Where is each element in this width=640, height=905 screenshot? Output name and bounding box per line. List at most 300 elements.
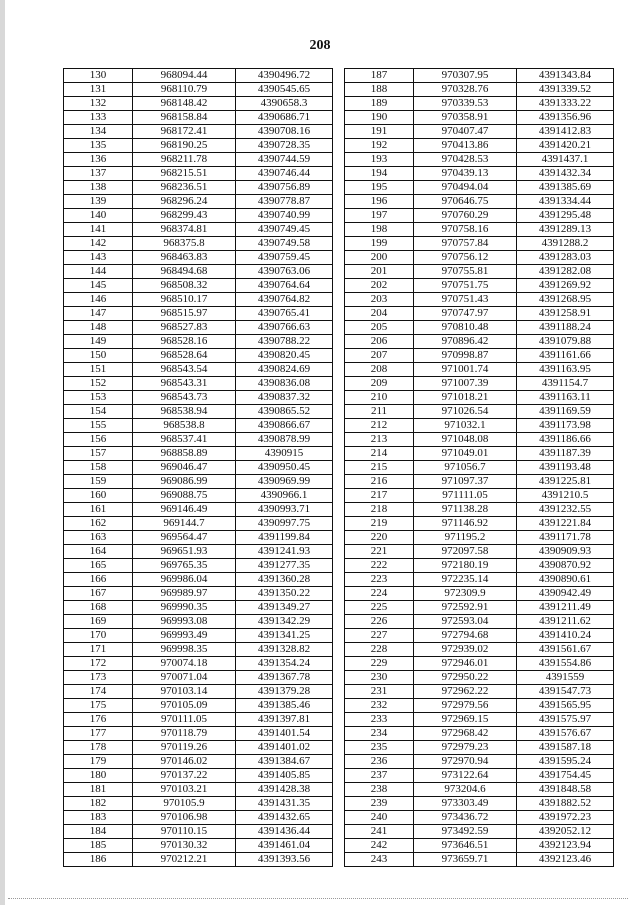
y-coordinate-cell: 4390950.45: [236, 461, 333, 475]
point-number-cell: 137: [64, 167, 133, 181]
point-number-cell: 225: [345, 601, 414, 615]
x-coordinate-cell: 968148.42: [133, 97, 236, 111]
x-coordinate-cell: 970755.81: [414, 265, 517, 279]
y-coordinate-cell: 4391187.39: [517, 447, 614, 461]
y-coordinate-cell: 4391401.54: [236, 727, 333, 741]
point-number-cell: 136: [64, 153, 133, 167]
y-coordinate-cell: 4390746.44: [236, 167, 333, 181]
y-coordinate-cell: 4391431.35: [236, 797, 333, 811]
y-coordinate-cell: 4390788.22: [236, 335, 333, 349]
x-coordinate-cell: 970118.79: [133, 727, 236, 741]
x-coordinate-cell: 971032.1: [414, 419, 517, 433]
y-coordinate-cell: 4391360.28: [236, 573, 333, 587]
x-coordinate-cell: 970103.21: [133, 783, 236, 797]
point-number-cell: 216: [345, 475, 414, 489]
x-coordinate-cell: 972592.91: [414, 601, 517, 615]
point-number-cell: 211: [345, 405, 414, 419]
x-coordinate-cell: 971138.28: [414, 503, 517, 517]
x-coordinate-cell: 971026.54: [414, 405, 517, 419]
table-row: [64, 265, 333, 279]
x-coordinate-cell: 971018.21: [414, 391, 517, 405]
y-coordinate-cell: 4391428.38: [236, 783, 333, 797]
x-coordinate-cell: 968215.51: [133, 167, 236, 181]
y-coordinate-cell: 4391295.48: [517, 209, 614, 223]
point-number-cell: 196: [345, 195, 414, 209]
y-coordinate-cell: 4391171.78: [517, 531, 614, 545]
page-number: 208: [309, 38, 331, 53]
x-coordinate-cell: 968515.97: [133, 307, 236, 321]
point-number-cell: 205: [345, 321, 414, 335]
table-row: [64, 503, 333, 517]
point-number-cell: 178: [64, 741, 133, 755]
x-coordinate-cell: 968236.51: [133, 181, 236, 195]
point-number-cell: 210: [345, 391, 414, 405]
table-row: [64, 195, 333, 209]
x-coordinate-cell: 971001.74: [414, 363, 517, 377]
y-coordinate-cell: 4390708.16: [236, 125, 333, 139]
point-number-cell: 187: [345, 69, 414, 83]
y-coordinate-cell: 4391199.84: [236, 531, 333, 545]
point-number-cell: 220: [345, 531, 414, 545]
table-row: [64, 433, 333, 447]
point-number-cell: 221: [345, 545, 414, 559]
point-number-cell: 241: [345, 825, 414, 839]
table-row: [345, 825, 614, 839]
x-coordinate-cell: 972180.19: [414, 559, 517, 573]
y-coordinate-cell: 4391972.23: [517, 811, 614, 825]
table-row: [64, 405, 333, 419]
x-coordinate-cell: 970119.26: [133, 741, 236, 755]
y-coordinate-cell: 4391232.55: [517, 503, 614, 517]
table-row: [345, 783, 614, 797]
table-row: [64, 475, 333, 489]
table-row: [64, 839, 333, 853]
point-number-cell: 161: [64, 503, 133, 517]
y-coordinate-cell: 4391193.48: [517, 461, 614, 475]
point-number-cell: 199: [345, 237, 414, 251]
table-row: [345, 853, 614, 867]
y-coordinate-cell: 4391268.95: [517, 293, 614, 307]
y-coordinate-cell: 4391420.21: [517, 139, 614, 153]
y-coordinate-cell: 4391575.97: [517, 713, 614, 727]
y-coordinate-cell: 4391587.18: [517, 741, 614, 755]
y-coordinate-cell: 4391188.24: [517, 321, 614, 335]
point-number-cell: 242: [345, 839, 414, 853]
x-coordinate-cell: 969046.47: [133, 461, 236, 475]
point-number-cell: 215: [345, 461, 414, 475]
point-number-cell: 142: [64, 237, 133, 251]
point-number-cell: 138: [64, 181, 133, 195]
point-number-cell: 149: [64, 335, 133, 349]
y-coordinate-cell: 4391356.96: [517, 111, 614, 125]
table-row: [345, 83, 614, 97]
table-row: [345, 517, 614, 531]
x-coordinate-cell: 968508.32: [133, 279, 236, 293]
x-coordinate-cell: 973436.72: [414, 811, 517, 825]
y-coordinate-cell: 4392123.46: [517, 853, 614, 867]
table-row: [64, 643, 333, 657]
point-number-cell: 219: [345, 517, 414, 531]
table-row: [64, 335, 333, 349]
y-coordinate-cell: 4391161.66: [517, 349, 614, 363]
x-coordinate-cell: 968538.94: [133, 405, 236, 419]
table-row: [64, 755, 333, 769]
y-coordinate-cell: 4391432.34: [517, 167, 614, 181]
point-number-cell: 192: [345, 139, 414, 153]
x-coordinate-cell: 970307.95: [414, 69, 517, 83]
x-coordinate-cell: 970111.05: [133, 713, 236, 727]
x-coordinate-cell: 968543.73: [133, 391, 236, 405]
y-coordinate-cell: 4391241.93: [236, 545, 333, 559]
table-row: [64, 209, 333, 223]
table-row: [345, 349, 614, 363]
point-number-cell: 212: [345, 419, 414, 433]
point-number-cell: 133: [64, 111, 133, 125]
x-coordinate-cell: 968299.43: [133, 209, 236, 223]
table-row: [345, 293, 614, 307]
y-coordinate-cell: 4391328.82: [236, 643, 333, 657]
table-row: [345, 615, 614, 629]
table-row: [64, 671, 333, 685]
y-coordinate-cell: 4391565.95: [517, 699, 614, 713]
point-number-cell: 234: [345, 727, 414, 741]
table-row: [345, 727, 614, 741]
x-coordinate-cell: 971049.01: [414, 447, 517, 461]
y-coordinate-cell: 4391882.52: [517, 797, 614, 811]
point-number-cell: 156: [64, 433, 133, 447]
table-row: [64, 111, 333, 125]
x-coordinate-cell: 968296.24: [133, 195, 236, 209]
x-coordinate-cell: 972979.56: [414, 699, 517, 713]
x-coordinate-cell: 970328.76: [414, 83, 517, 97]
table-row: [345, 335, 614, 349]
x-coordinate-cell: 970130.32: [133, 839, 236, 853]
y-coordinate-cell: 4391410.24: [517, 629, 614, 643]
x-coordinate-cell: 969144.7: [133, 517, 236, 531]
y-coordinate-cell: 4391412.83: [517, 125, 614, 139]
x-coordinate-cell: 968537.41: [133, 433, 236, 447]
point-number-cell: 222: [345, 559, 414, 573]
table-row: [345, 181, 614, 195]
table-row: [345, 587, 614, 601]
y-coordinate-cell: 4391258.91: [517, 307, 614, 321]
x-coordinate-cell: 968543.54: [133, 363, 236, 377]
point-number-cell: 185: [64, 839, 133, 853]
point-number-cell: 195: [345, 181, 414, 195]
x-coordinate-cell: 970494.04: [414, 181, 517, 195]
table-row: [64, 307, 333, 321]
x-coordinate-cell: 968375.8: [133, 237, 236, 251]
x-coordinate-cell: 972950.22: [414, 671, 517, 685]
table-row: [64, 811, 333, 825]
y-coordinate-cell: 4390756.89: [236, 181, 333, 195]
y-coordinate-cell: 4391559: [517, 671, 614, 685]
y-coordinate-cell: 4391437.1: [517, 153, 614, 167]
table-row: [345, 209, 614, 223]
y-coordinate-cell: 4391385.46: [236, 699, 333, 713]
coordinates-table-right: [344, 68, 614, 867]
table-row: [64, 699, 333, 713]
table-row: [64, 419, 333, 433]
y-coordinate-cell: 4390658.3: [236, 97, 333, 111]
x-coordinate-cell: 969564.47: [133, 531, 236, 545]
x-coordinate-cell: 971056.7: [414, 461, 517, 475]
point-number-cell: 201: [345, 265, 414, 279]
table-row: [64, 377, 333, 391]
y-coordinate-cell: 4391436.44: [236, 825, 333, 839]
point-number-cell: 131: [64, 83, 133, 97]
table-row: [345, 545, 614, 559]
table-row: [64, 461, 333, 475]
x-coordinate-cell: 970747.97: [414, 307, 517, 321]
table-row: [345, 741, 614, 755]
y-coordinate-cell: 4390820.45: [236, 349, 333, 363]
y-coordinate-cell: 4391354.24: [236, 657, 333, 671]
point-number-cell: 166: [64, 573, 133, 587]
table-row: [345, 307, 614, 321]
table-row: [345, 559, 614, 573]
x-coordinate-cell: 970760.29: [414, 209, 517, 223]
table-row: [64, 545, 333, 559]
point-number-cell: 208: [345, 363, 414, 377]
y-coordinate-cell: 4390866.67: [236, 419, 333, 433]
y-coordinate-cell: 4391339.52: [517, 83, 614, 97]
y-coordinate-cell: 4390836.08: [236, 377, 333, 391]
y-coordinate-cell: 4391554.86: [517, 657, 614, 671]
point-number-cell: 230: [345, 671, 414, 685]
table-row: [345, 671, 614, 685]
table-row: [64, 153, 333, 167]
table-row: [64, 279, 333, 293]
point-number-cell: 160: [64, 489, 133, 503]
y-coordinate-cell: 4391393.56: [236, 853, 333, 867]
x-coordinate-cell: 971195.2: [414, 531, 517, 545]
x-coordinate-cell: 969993.08: [133, 615, 236, 629]
x-coordinate-cell: 970106.98: [133, 811, 236, 825]
point-number-cell: 139: [64, 195, 133, 209]
y-coordinate-cell: 4390870.92: [517, 559, 614, 573]
table-row: [64, 825, 333, 839]
x-coordinate-cell: 970646.75: [414, 195, 517, 209]
table-row: [345, 629, 614, 643]
point-number-cell: 159: [64, 475, 133, 489]
y-coordinate-cell: 4391754.45: [517, 769, 614, 783]
table-row: [345, 153, 614, 167]
table-row: [345, 657, 614, 671]
y-coordinate-cell: 4390744.59: [236, 153, 333, 167]
x-coordinate-cell: 970751.43: [414, 293, 517, 307]
table-row: [345, 97, 614, 111]
point-number-cell: 144: [64, 265, 133, 279]
x-coordinate-cell: 970756.12: [414, 251, 517, 265]
y-coordinate-cell: 4391277.35: [236, 559, 333, 573]
y-coordinate-cell: 4390728.35: [236, 139, 333, 153]
point-number-cell: 177: [64, 727, 133, 741]
y-coordinate-cell: 4390824.69: [236, 363, 333, 377]
x-coordinate-cell: 968190.25: [133, 139, 236, 153]
x-coordinate-cell: 972970.94: [414, 755, 517, 769]
table-row: [64, 363, 333, 377]
y-coordinate-cell: 4391288.2: [517, 237, 614, 251]
x-coordinate-cell: 970413.86: [414, 139, 517, 153]
table-row: [345, 363, 614, 377]
table-row: [345, 839, 614, 853]
y-coordinate-cell: 4391211.62: [517, 615, 614, 629]
x-coordinate-cell: 973659.71: [414, 853, 517, 867]
x-coordinate-cell: 970137.22: [133, 769, 236, 783]
table-row: [64, 587, 333, 601]
point-number-cell: 132: [64, 97, 133, 111]
point-number-cell: 135: [64, 139, 133, 153]
x-coordinate-cell: 970074.18: [133, 657, 236, 671]
point-number-cell: 232: [345, 699, 414, 713]
point-number-cell: 235: [345, 741, 414, 755]
point-number-cell: 150: [64, 349, 133, 363]
y-coordinate-cell: 4390997.75: [236, 517, 333, 531]
y-coordinate-cell: 4391282.08: [517, 265, 614, 279]
x-coordinate-cell: 970339.53: [414, 97, 517, 111]
table-row: [345, 489, 614, 503]
point-number-cell: 217: [345, 489, 414, 503]
x-coordinate-cell: 970998.87: [414, 349, 517, 363]
point-number-cell: 179: [64, 755, 133, 769]
table-row: [64, 629, 333, 643]
point-number-cell: 130: [64, 69, 133, 83]
table-row: [345, 279, 614, 293]
x-coordinate-cell: 970146.02: [133, 755, 236, 769]
table-row: [345, 531, 614, 545]
y-coordinate-cell: 4391154.7: [517, 377, 614, 391]
coordinates-table-left: [63, 68, 333, 867]
point-number-cell: 231: [345, 685, 414, 699]
y-coordinate-cell: 4391186.66: [517, 433, 614, 447]
point-number-cell: 141: [64, 223, 133, 237]
table-row: [64, 349, 333, 363]
table-row: [64, 237, 333, 251]
table-row: [64, 489, 333, 503]
x-coordinate-cell: 968538.8: [133, 419, 236, 433]
table-row: [64, 517, 333, 531]
y-coordinate-cell: 4390496.72: [236, 69, 333, 83]
y-coordinate-cell: 4391342.29: [236, 615, 333, 629]
point-number-cell: 226: [345, 615, 414, 629]
y-coordinate-cell: 4390686.71: [236, 111, 333, 125]
y-coordinate-cell: 4391349.27: [236, 601, 333, 615]
table-row: [345, 713, 614, 727]
x-coordinate-cell: 969986.04: [133, 573, 236, 587]
point-number-cell: 240: [345, 811, 414, 825]
point-number-cell: 188: [345, 83, 414, 97]
x-coordinate-cell: 968494.68: [133, 265, 236, 279]
x-coordinate-cell: 968510.17: [133, 293, 236, 307]
table-row: [345, 503, 614, 517]
point-number-cell: 153: [64, 391, 133, 405]
y-coordinate-cell: 4391461.04: [236, 839, 333, 853]
y-coordinate-cell: 4391401.02: [236, 741, 333, 755]
x-coordinate-cell: 971146.92: [414, 517, 517, 531]
point-number-cell: 237: [345, 769, 414, 783]
point-number-cell: 218: [345, 503, 414, 517]
table-row: [64, 139, 333, 153]
y-coordinate-cell: 4391163.11: [517, 391, 614, 405]
table-row: [64, 601, 333, 615]
point-number-cell: 214: [345, 447, 414, 461]
table-row: [64, 181, 333, 195]
y-coordinate-cell: 4391225.81: [517, 475, 614, 489]
x-coordinate-cell: 973303.49: [414, 797, 517, 811]
point-number-cell: 239: [345, 797, 414, 811]
page-edge-shadow: [0, 0, 5, 905]
x-coordinate-cell: 970757.84: [414, 237, 517, 251]
table-row: [345, 475, 614, 489]
table-row: [64, 685, 333, 699]
y-coordinate-cell: 4390766.63: [236, 321, 333, 335]
y-coordinate-cell: 4390890.61: [517, 573, 614, 587]
y-coordinate-cell: 4390765.41: [236, 307, 333, 321]
x-coordinate-cell: 971048.08: [414, 433, 517, 447]
x-coordinate-cell: 969765.35: [133, 559, 236, 573]
point-number-cell: 190: [345, 111, 414, 125]
point-number-cell: 134: [64, 125, 133, 139]
x-coordinate-cell: 972962.22: [414, 685, 517, 699]
table-row: [64, 167, 333, 181]
x-coordinate-cell: 973646.51: [414, 839, 517, 853]
table-row: [64, 83, 333, 97]
point-number-cell: 176: [64, 713, 133, 727]
table-row: [64, 531, 333, 545]
point-number-cell: 168: [64, 601, 133, 615]
table-row: [345, 251, 614, 265]
point-number-cell: 183: [64, 811, 133, 825]
table-row: [64, 293, 333, 307]
x-coordinate-cell: 971097.37: [414, 475, 517, 489]
point-number-cell: 236: [345, 755, 414, 769]
table-row: [345, 419, 614, 433]
x-coordinate-cell: 972097.58: [414, 545, 517, 559]
x-coordinate-cell: 968543.31: [133, 377, 236, 391]
point-number-cell: 143: [64, 251, 133, 265]
point-number-cell: 203: [345, 293, 414, 307]
y-coordinate-cell: 4391561.67: [517, 643, 614, 657]
y-coordinate-cell: 4390749.45: [236, 223, 333, 237]
table-row: [345, 405, 614, 419]
y-coordinate-cell: 4390759.45: [236, 251, 333, 265]
x-coordinate-cell: 969088.75: [133, 489, 236, 503]
point-number-cell: 170: [64, 629, 133, 643]
y-coordinate-cell: 4391343.84: [517, 69, 614, 83]
table-row: [345, 125, 614, 139]
y-coordinate-cell: 4390764.82: [236, 293, 333, 307]
y-coordinate-cell: 4390942.49: [517, 587, 614, 601]
table-row: [64, 69, 333, 83]
table-row: [345, 223, 614, 237]
y-coordinate-cell: 4391210.5: [517, 489, 614, 503]
y-coordinate-cell: 4391173.98: [517, 419, 614, 433]
table-row: [345, 195, 614, 209]
x-coordinate-cell: 969990.35: [133, 601, 236, 615]
x-coordinate-cell: 968094.44: [133, 69, 236, 83]
table-row: [64, 223, 333, 237]
x-coordinate-cell: 970103.14: [133, 685, 236, 699]
x-coordinate-cell: 970758.16: [414, 223, 517, 237]
table-row: [345, 321, 614, 335]
point-number-cell: 223: [345, 573, 414, 587]
y-coordinate-cell: 4391547.73: [517, 685, 614, 699]
point-number-cell: 162: [64, 517, 133, 531]
table-row: [345, 447, 614, 461]
point-number-cell: 167: [64, 587, 133, 601]
table-row: [345, 601, 614, 615]
